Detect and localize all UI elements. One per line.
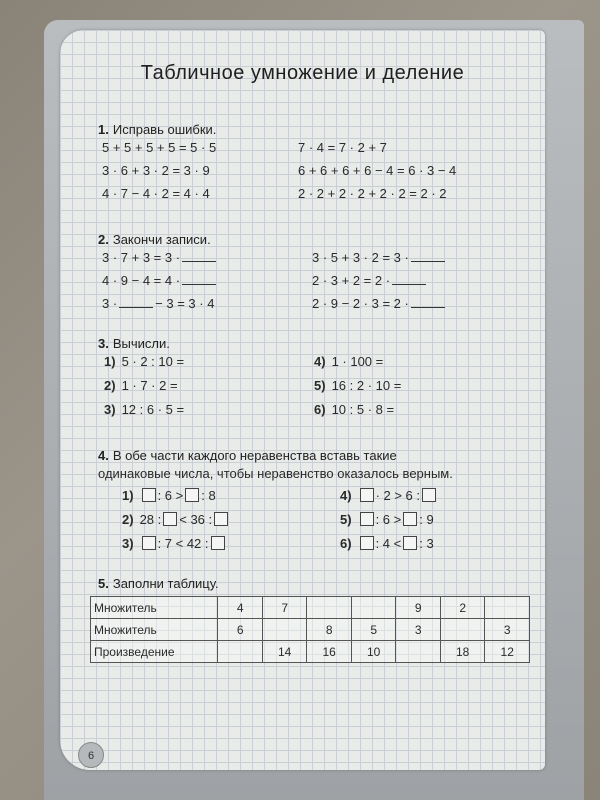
item-number: 4) [340, 488, 352, 503]
table-cell[interactable]: 9 [396, 597, 441, 619]
page-title: Табличное умножение и деление [140, 62, 465, 84]
table-row [91, 597, 530, 619]
task1-left-3: 4 · 7 − 4 · 2 = 4 · 4 [102, 186, 210, 201]
task4-item-2 [122, 512, 230, 527]
answer-box[interactable] [163, 512, 177, 526]
task2-left-2 [102, 273, 218, 288]
table-cell[interactable]: 18 [440, 641, 485, 663]
answer-box[interactable] [142, 536, 156, 550]
task2-right-1-text: 3 · 5 + 3 · 2 = 3 · [312, 250, 409, 265]
task2-left-1-text: 3 · 7 + 3 = 3 · [102, 250, 181, 265]
table-cell[interactable]: 3 [485, 619, 530, 641]
answer-box[interactable] [360, 512, 374, 526]
item-text-a: 28 : [139, 512, 162, 527]
table-row [91, 641, 530, 663]
task1-right-3: 2 · 2 + 2 · 2 + 2 · 2 = 2 · 2 [298, 186, 447, 201]
answer-blank[interactable] [182, 261, 216, 262]
task2-left-3 [102, 296, 214, 311]
item-number: 6) [314, 402, 326, 417]
table-cell[interactable]: 10 [351, 641, 396, 663]
item-text-b: : 6 > [375, 512, 402, 527]
table-cell[interactable]: 2 [440, 597, 485, 619]
item-expression: 5 · 2 : 10 = [121, 354, 185, 369]
multiplication-table [90, 596, 530, 663]
item-text-b: : 4 < [375, 536, 402, 551]
task3-item-4 [314, 354, 383, 369]
answer-box[interactable] [403, 536, 417, 550]
table-cell[interactable]: 16 [307, 641, 352, 663]
table-cell[interactable]: 5 [351, 619, 396, 641]
task3-item-3 [104, 402, 184, 417]
task5-heading [98, 576, 219, 591]
table-cell[interactable] [351, 597, 396, 619]
table-cell[interactable]: 6 [218, 619, 263, 641]
task1-text: Исправь ошибки. [112, 122, 217, 137]
answer-box[interactable] [214, 512, 228, 526]
item-text-b: : 7 < 42 : [157, 536, 209, 551]
item-number: 5) [340, 512, 352, 527]
task2-heading [98, 232, 211, 247]
task2-text: Закончи записи. [112, 232, 211, 247]
task3-item-2 [104, 378, 178, 393]
table-cell[interactable]: 12 [485, 641, 530, 663]
item-number: 2) [122, 512, 134, 527]
task3-item-1 [104, 354, 184, 369]
task2-right-3-text: 2 · 9 − 2 · 3 = 2 · [312, 296, 409, 311]
item-number: 3) [104, 402, 116, 417]
answer-blank[interactable] [182, 284, 216, 285]
task5-text: Заполни таблицу. [112, 576, 219, 591]
table-cell[interactable]: 3 [396, 619, 441, 641]
task2-right-2 [312, 273, 428, 288]
table-cell[interactable]: 7 [262, 597, 307, 619]
answer-blank[interactable] [411, 307, 445, 308]
workbook-page [60, 30, 545, 770]
item-number: 6) [340, 536, 352, 551]
task4-heading [98, 448, 397, 463]
task4-item-1 [122, 488, 216, 503]
item-number: 3) [122, 536, 134, 551]
task3-heading [98, 336, 170, 351]
table-row [91, 619, 530, 641]
task4-item-4 [340, 488, 438, 503]
task1-heading [98, 122, 216, 137]
table-cell[interactable] [396, 641, 441, 663]
task2-left-2-text: 4 · 9 − 4 = 4 · [102, 273, 181, 288]
item-text-c: : 8 [201, 488, 216, 503]
item-expression: 1 · 7 · 2 = [121, 378, 178, 393]
table-cell[interactable]: 4 [218, 597, 263, 619]
item-number: 1) [104, 354, 116, 369]
task1-left-1: 5 + 5 + 5 + 5 = 5 · 5 [102, 140, 217, 155]
item-text-b: : 6 > [157, 488, 184, 503]
page-number: 6 [78, 742, 104, 768]
task5-number: 5. [98, 576, 109, 591]
row-label: Множитель [91, 619, 218, 641]
item-number: 1) [122, 488, 134, 503]
item-text-b: < 36 : [179, 512, 213, 527]
answer-blank[interactable] [392, 284, 426, 285]
task2-left-3-text-a: 3 · [102, 296, 118, 311]
table-cell[interactable] [218, 641, 263, 663]
table-cell[interactable] [262, 619, 307, 641]
item-expression: 10 : 5 · 8 = [331, 402, 395, 417]
task1-right-1: 7 · 4 = 7 · 2 + 7 [298, 140, 387, 155]
row-label: Произведение [91, 641, 218, 663]
task3-number: 3. [98, 336, 109, 351]
answer-box[interactable] [403, 512, 417, 526]
item-expression: 16 : 2 · 10 = [331, 378, 402, 393]
answer-box[interactable] [211, 536, 225, 550]
table-cell[interactable]: 8 [307, 619, 352, 641]
task3-text: Вычисли. [112, 336, 170, 351]
task4-text-2: одинаковые числа, чтобы неравенство оказалось верным. [98, 466, 453, 481]
task1-number: 1. [98, 122, 109, 137]
task2-left-1 [102, 250, 218, 265]
answer-box[interactable] [360, 536, 374, 550]
table-cell[interactable] [440, 619, 485, 641]
item-text-b: · 2 > 6 : [375, 488, 421, 503]
task4-number: 4. [98, 448, 109, 463]
answer-blank[interactable] [411, 261, 445, 262]
task4-text-1: В обе части каждого неравенства вставь такие [112, 448, 397, 463]
task2-number: 2. [98, 232, 109, 247]
item-text-c: : 9 [419, 512, 434, 527]
task2-left-3-text-b: − 3 = 3 · 4 [155, 296, 215, 311]
table-cell[interactable] [307, 597, 352, 619]
task2-right-3 [312, 296, 447, 311]
table-cell[interactable]: 14 [262, 641, 307, 663]
task1-right-2: 6 + 6 + 6 + 6 − 4 = 6 · 3 − 4 [298, 163, 457, 178]
item-number: 2) [104, 378, 116, 393]
answer-box[interactable] [185, 488, 199, 502]
task2-right-2-text: 2 · 3 + 2 = 2 · [312, 273, 391, 288]
task3-item-5 [314, 378, 401, 393]
row-label: Множитель [91, 597, 218, 619]
task4-item-3 [122, 536, 227, 551]
item-number: 4) [314, 354, 326, 369]
item-expression: 1 · 100 = [331, 354, 384, 369]
task4-item-5 [340, 512, 434, 527]
item-text-c: : 3 [419, 536, 434, 551]
task2-right-1 [312, 250, 447, 265]
answer-box[interactable] [360, 488, 374, 502]
task1-left-2: 3 · 6 + 3 · 2 = 3 · 9 [102, 163, 210, 178]
table-cell[interactable] [485, 597, 530, 619]
item-number: 5) [314, 378, 326, 393]
task4-item-6 [340, 536, 434, 551]
answer-box[interactable] [422, 488, 436, 502]
item-expression: 12 : 6 · 5 = [121, 402, 185, 417]
task3-item-6 [314, 402, 394, 417]
answer-box[interactable] [142, 488, 156, 502]
answer-blank[interactable] [119, 307, 153, 308]
